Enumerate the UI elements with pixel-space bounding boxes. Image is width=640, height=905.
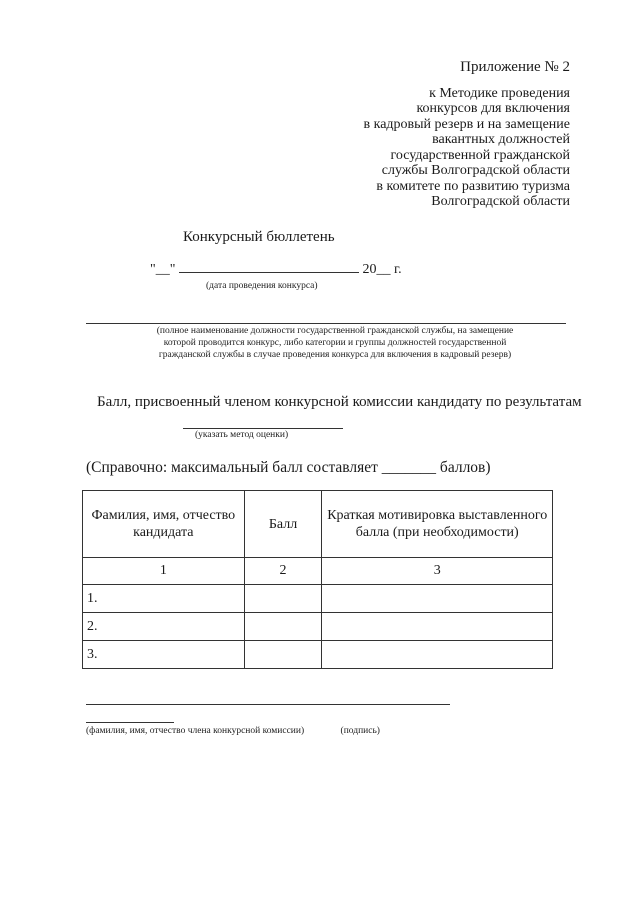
score-table: [82, 490, 553, 669]
row-label: 3.: [83, 641, 245, 669]
header-motivation: Краткая мотивировка выставленного балла (при необходимости): [322, 491, 553, 558]
table-column-numbers-row: [83, 558, 553, 585]
row-label: 2.: [83, 613, 245, 641]
method-caption: (указать метод оценки): [195, 430, 289, 440]
motivation-cell[interactable]: [322, 641, 553, 669]
appendix-line: в кадровый резерв и на замещение: [363, 116, 570, 132]
table-row: [83, 641, 553, 669]
appendix-line: в комитете по развитию туризма: [376, 178, 570, 194]
header-candidate-name: Фамилия, имя, отчество кандидата: [83, 491, 245, 558]
sign-caption: (подпись): [340, 726, 380, 736]
appendix-line: Волгоградской области: [431, 194, 570, 209]
appendix-title: Приложение № 2: [460, 59, 570, 75]
reference-note: (Справочно: максимальный балл составляет _______ баллов): [86, 459, 491, 476]
score-cell[interactable]: [244, 585, 322, 613]
header-score: Балл: [244, 491, 322, 558]
date-caption: (дата проведения конкурса): [206, 281, 318, 291]
appendix-line: к Методике проведения: [429, 85, 570, 101]
table-row: [83, 585, 553, 613]
appendix-line: государственной гражданской: [390, 147, 570, 163]
date-line: [150, 262, 402, 278]
short-signature-line: [86, 722, 174, 723]
appendix-line: службы Волгоградской области: [381, 163, 570, 178]
appendix-line: вакантных должностей: [432, 132, 570, 147]
name-caption: (фамилия, имя, отчество члена конкурсной комиссии): [86, 726, 305, 736]
score-heading: Балл, присвоенный членом конкурсной комиссии кандидату по результатам: [97, 394, 582, 410]
ballot-title: Конкурсный бюллетень: [183, 229, 335, 245]
position-caption: (полное наименование должности государственной гражданской службы, на замещение которой проводится конкурс, либо категории и группы должностей государственной гражданской службы в случае проведения конкурса для включения в кадровый резерв): [156, 326, 514, 360]
position-line: [86, 323, 566, 324]
column-number: 2: [244, 558, 322, 585]
table-row: [83, 613, 553, 641]
score-cell[interactable]: [244, 613, 322, 641]
appendix-line: конкурсов для включения: [416, 101, 570, 116]
column-number: 3: [322, 558, 553, 585]
date-month-blank: [179, 272, 359, 273]
signature-caption: [86, 725, 380, 737]
column-number: 1: [83, 558, 245, 585]
signature-line: [86, 704, 450, 705]
date-year-placeholder: 20__ г.: [362, 262, 402, 277]
motivation-cell[interactable]: [322, 585, 553, 613]
appendix-header: [310, 60, 570, 210]
date-day-placeholder: "__": [150, 262, 176, 277]
row-label: 1.: [83, 585, 245, 613]
score-cell[interactable]: [244, 641, 322, 669]
table-header-row: [83, 491, 553, 558]
motivation-cell[interactable]: [322, 613, 553, 641]
